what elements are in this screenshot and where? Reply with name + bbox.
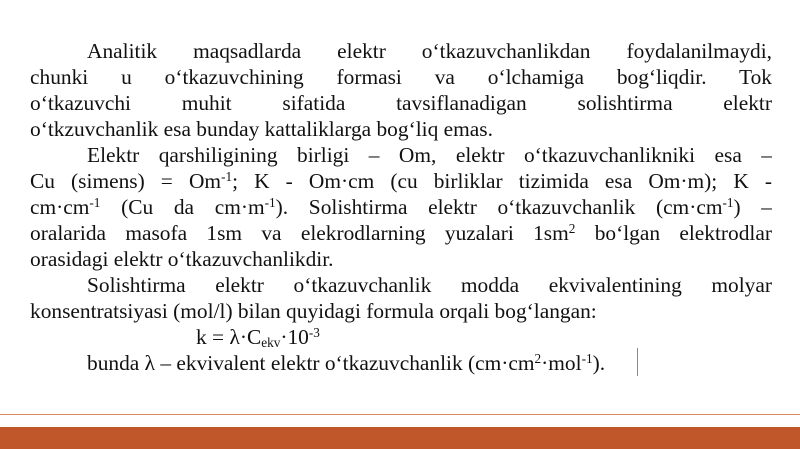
- slide-body-text: [30, 38, 772, 376]
- formula-mid: ·10: [280, 325, 309, 349]
- paragraph-2-line-5: orasidagi elektr o‘tkazuvchanlikdir.: [30, 247, 334, 271]
- paragraph-4-line-1: [30, 350, 772, 376]
- paragraph-3-line-1: Solishtirma elektr o‘tkazuvchanlik modda ekvivalentining molyar: [87, 273, 772, 297]
- formula-subscript: ekv: [261, 335, 281, 351]
- formula: [30, 324, 772, 350]
- paragraph-1-line-3: o‘tkazuvchi muhit sifatida tavsiflanadigan solishtirma elektr: [30, 91, 772, 115]
- paragraph-1-line-2: chunki u o‘tkazuvchining formasi va o‘lchamiga bog‘liqdir. Tok: [30, 65, 772, 89]
- p4-part-b: ·mol: [541, 351, 582, 375]
- paragraph-2-line-2: [30, 168, 772, 194]
- p2-line3-part-d: ) –: [733, 195, 772, 219]
- formula-superscript: -3: [308, 324, 320, 340]
- p2-line3-superscript-1: -1: [89, 194, 101, 210]
- text-cursor-mark: [637, 348, 638, 376]
- p4-part-a: bunda λ – ekvivalent elektr o‘tkazuvchanlik (cm·cm: [87, 351, 535, 375]
- p2-line4-part-b: bo‘lgan elektrodlar: [575, 221, 772, 245]
- footer-band: [0, 427, 800, 449]
- p2-line3-superscript-3: -1: [722, 194, 734, 210]
- p2-line2-part-b: ; K - Om·cm (cu birliklar tizimida esa Om·m); K -: [232, 169, 772, 193]
- paragraph-3-line-2: konsentratsiyasi (mol/l) bilan quyidagi formula orqali bog‘langan:: [30, 299, 597, 323]
- p2-line3-superscript-2: -1: [264, 194, 276, 210]
- p2-line4-superscript: 2: [568, 220, 576, 236]
- paragraph-2-line-4: [30, 220, 772, 246]
- p2-line3-part-b: (Cu da cm·m: [100, 195, 265, 219]
- p2-line3-part-a: cm·cm: [30, 195, 90, 219]
- p4-part-c: ).: [592, 351, 606, 375]
- p4-superscript-2: -1: [581, 350, 593, 366]
- p2-line2-part-a: Cu (simens) = Om: [30, 169, 222, 193]
- p2-line2-superscript: -1: [221, 168, 233, 184]
- footer-divider: [0, 414, 800, 415]
- formula-lhs: k = λ·C: [196, 325, 262, 349]
- paragraph-2-line-1: Elektr qarshiligining birligi – Om, elektr o‘tkazuvchanlikniki esa –: [87, 143, 772, 167]
- p4-superscript-1: 2: [534, 350, 542, 366]
- paragraph-1-line-1: Analitik maqsadlarda elektr o‘tkazuvchanlikdan foydalanilmaydi,: [87, 39, 772, 63]
- paragraph-2-line-3: [30, 194, 772, 220]
- p2-line4-part-a: oralarida masofa 1sm va elekrodlarning yuzalari 1sm: [30, 221, 569, 245]
- p2-line3-part-c: ). Solishtirma elektr o‘tkazuvchanlik (cm·cm: [275, 195, 723, 219]
- paragraph-1-line-4: o‘tkzuvchanlik esa bunday kattaliklarga bog‘liq emas.: [30, 117, 493, 141]
